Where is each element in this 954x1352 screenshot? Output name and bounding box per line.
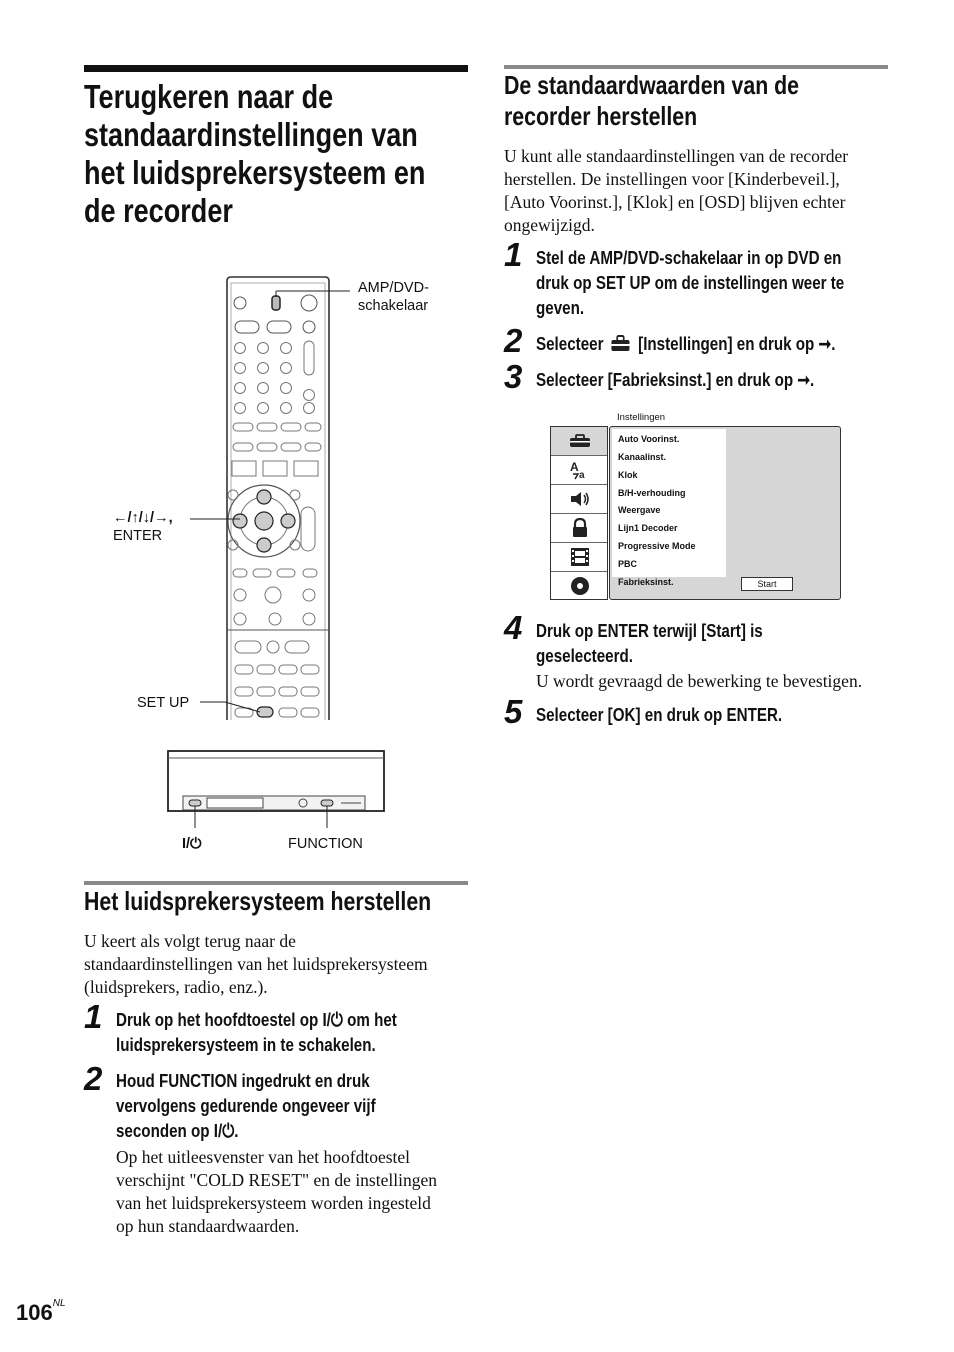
step-line: Stel de AMP/DVD-schakelaar in op DVD en [536, 247, 842, 268]
note-line: Op het uitleesvenster van het hoofdtoestel [116, 1147, 411, 1167]
intro-line: ongewijzigd. [504, 215, 595, 235]
intro-line: standaardinstellingen van het luidsprekersysteem [84, 954, 428, 974]
step-note: U wordt gevraagd de bewerking te bevestigen. [536, 671, 863, 691]
language-icon [569, 460, 591, 480]
osd-title: Instellingen [617, 412, 666, 423]
osd-menu-item[interactable]: Auto Voorinst. [618, 434, 680, 444]
intro-line: herstellen. De instellingen voor [Kinderbeveil.], [504, 169, 840, 189]
main-unit-illustration [165, 748, 387, 828]
function-label: FUNCTION [288, 836, 363, 852]
step-line: geselecteerd. [536, 645, 633, 666]
step-line: Selecteer [536, 333, 604, 354]
page-number-suffix: NL [52, 1298, 66, 1309]
osd-menu-item[interactable]: Klok [618, 470, 638, 480]
osd-menu-item[interactable]: Kanaalinst. [618, 452, 667, 462]
step-number: 2 [504, 322, 523, 359]
step-text [536, 618, 763, 668]
disc-icon [570, 576, 590, 596]
osd-icon-separator [551, 513, 607, 514]
amp-dvd-label-line: schakelaar [358, 298, 429, 314]
step-note [116, 1146, 476, 1238]
toolbox-icon [569, 434, 591, 448]
enter-label: ENTER [113, 528, 163, 544]
step-line: luidsprekersysteem in te schakelen. [116, 1034, 376, 1055]
section-title-recorder [504, 70, 864, 132]
step-text [536, 331, 835, 356]
step-text [116, 1007, 397, 1057]
step-number: 5 [504, 693, 523, 730]
osd-menu-item-selected[interactable]: Fabrieksinst. [618, 577, 674, 587]
main-title [84, 78, 500, 230]
osd-icon-column [550, 426, 608, 600]
note-line: verschijnt "COLD RESET" en de instellingen [116, 1170, 437, 1190]
osd-icon-separator [551, 542, 607, 543]
step-number: 3 [504, 358, 523, 395]
osd-menu-item[interactable]: PBC [618, 559, 638, 569]
intro-line: U kunt alle standaardinstellingen van de recorder [504, 146, 849, 166]
step-number: 2 [84, 1060, 103, 1097]
intro-line: [Auto Voorinst.], [Klok] en [OSD] blijven echter [504, 192, 846, 212]
remote-leader-lines [190, 280, 360, 720]
osd-menu-item[interactable]: Weergave [618, 505, 661, 515]
main-title-line: standaardinstellingen van [84, 116, 418, 153]
osd-start-button[interactable]: Start [741, 577, 793, 591]
intro-line: (luidsprekers, radio, enz.). [84, 977, 268, 997]
osd-icon-separator [551, 571, 607, 572]
step-line: geven. [536, 297, 585, 318]
page-number [16, 1300, 66, 1326]
osd-menu-item[interactable]: B/H-verhouding [618, 488, 686, 498]
title-rule [84, 65, 468, 72]
toolbox-icon [611, 335, 631, 352]
intro-line: U keert als volgt terug naar de [84, 931, 296, 951]
osd-menu-panel [609, 426, 841, 600]
power-label: I/⏻ [182, 836, 202, 852]
step-line: vervolgens gedurende ongeveer vijf [116, 1095, 376, 1116]
main-title-line: het luidsprekersysteem en [84, 154, 426, 191]
step-line: seconden op I/⏻. [116, 1120, 239, 1141]
step-line: Druk op ENTER terwijl [Start] is [536, 620, 763, 641]
osd-menu-item[interactable]: Lijn1 Decoder [618, 523, 678, 533]
arrow-keys-label: ←/↑/↓/→, [113, 510, 173, 526]
step-line: druk op SET UP om de instellingen weer te [536, 272, 845, 293]
step-line: Druk op het hoofdtoestel op I/⏻ om het [116, 1009, 397, 1030]
section-title-line: recorder herstellen [504, 101, 698, 131]
step-text [536, 702, 782, 727]
main-title-line: de recorder [84, 192, 233, 229]
svg-text:A: A [570, 460, 579, 474]
step-line: [Instellingen] en druk op ➞. [638, 333, 836, 354]
page-number-value: 106 [16, 1300, 53, 1325]
amp-dvd-label-line: AMP/DVD- [358, 280, 429, 296]
main-title-line: Terugkeren naar de [84, 78, 334, 115]
step-number: 1 [84, 998, 103, 1035]
speaker-intro [84, 930, 474, 999]
step-text [116, 1068, 376, 1143]
section-title-line: De standaardwaarden van de [504, 70, 800, 100]
step-line: Selecteer [Fabrieksinst.] en druk op ➞. [536, 369, 815, 390]
step-text [536, 367, 814, 392]
step-line: Houd FUNCTION ingedrukt en druk [116, 1070, 370, 1091]
svg-text:a: a [579, 470, 585, 480]
note-line: van het luidsprekersysteem worden ingesteld [116, 1193, 431, 1213]
step-number: 4 [504, 609, 523, 646]
recorder-intro [504, 145, 894, 237]
setup-label: SET UP [137, 695, 190, 711]
section-title-speaker-text: Het luidsprekersysteem herstellen [84, 886, 432, 916]
step-number: 1 [504, 236, 523, 273]
section-rule [504, 65, 888, 69]
note-line: op hun standaardwaarden. [116, 1216, 300, 1236]
section-rule [84, 881, 468, 885]
osd-icon-separator [551, 484, 607, 485]
osd-settings-screen [549, 410, 841, 600]
lock-icon [571, 518, 589, 538]
osd-menu-item[interactable]: Progressive Mode [618, 541, 696, 551]
film-icon [569, 547, 591, 567]
amp-dvd-switch-label [358, 279, 429, 315]
section-title-speaker [84, 886, 507, 916]
speaker-icon [569, 490, 591, 508]
step-text [536, 245, 844, 320]
step-line: Selecteer [OK] en druk op ENTER. [536, 704, 783, 725]
